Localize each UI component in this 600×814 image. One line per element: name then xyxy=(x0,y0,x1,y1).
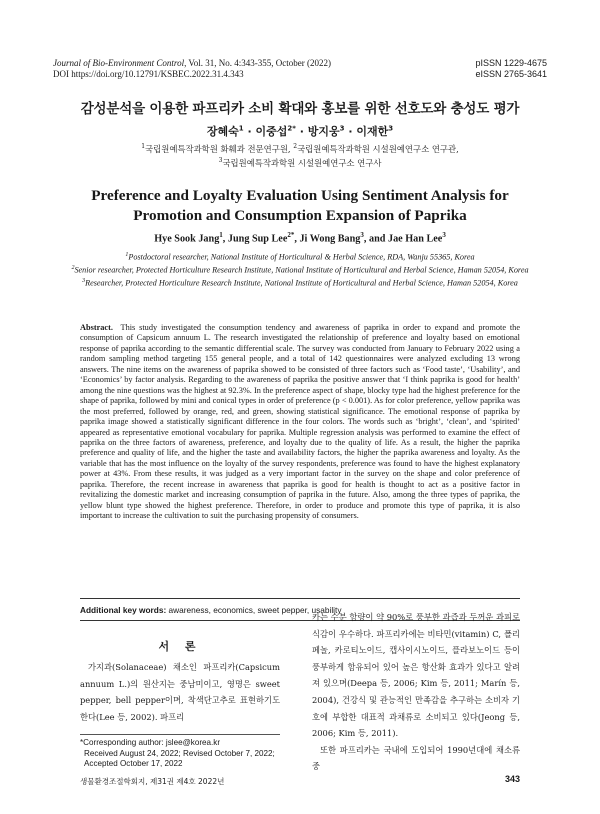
english-aff-1: Postdoctoral researcher, National Institute of Horticultural & Herbal Science, RDA, Wanju 55365, Korea xyxy=(128,252,475,262)
pissn: pISSN 1229-4675 xyxy=(475,58,547,68)
korean-affiliations xyxy=(0,141,600,169)
english-author: Jung Sup Lee xyxy=(227,233,288,245)
aff-sup: 1 xyxy=(141,143,146,150)
author-sep: · xyxy=(344,125,357,138)
korean-author: 이재한 xyxy=(356,125,389,138)
aff-sup: 3 xyxy=(82,278,86,285)
author-sup: 3 xyxy=(442,231,446,239)
author-sep: · xyxy=(243,125,256,138)
page-footer-journal: 생물환경조절학회지, 제31권 제4호 2022년 xyxy=(80,777,225,786)
english-title-line-2: Promotion and Consumption Expansion of Paprika xyxy=(133,207,467,224)
journal-name: Journal of Bio-Environment Control xyxy=(53,58,185,68)
korean-author: 장혜숙 xyxy=(206,125,239,138)
korean-authors xyxy=(0,123,600,139)
abstract xyxy=(80,323,520,522)
english-authors: Hye Sook Jang$^1$, Jung Sup Lee$^{2*}$, Ji Wong Bang$^3$, and Jae Han Lee$^3$ xyxy=(154,231,446,245)
corresponding-author: *Corresponding author: jslee@korea.kr xyxy=(80,738,221,747)
korean-aff-2: 국립원예특작과학원 시설원예연구소 연구관, xyxy=(297,143,459,154)
author-sup: 1 xyxy=(238,124,244,133)
author-sup: 3 xyxy=(360,231,364,239)
received-dates: Received August 24, 2022; Revised October 7, 2022; xyxy=(84,748,275,758)
author-sup: 2* xyxy=(287,231,295,239)
journal-volume-info: , Vol. 31, No. 4:343-355, October (2022) xyxy=(184,58,331,68)
english-title-line-1: Preference and Loyalty Evaluation Using Sentiment Analysis for xyxy=(91,187,509,204)
korean-aff-1: 국립원예특작과학원 화훼과 전문연구원, xyxy=(145,143,294,154)
english-aff-2: Senior researcher, Protected Horticulture Research Institute, National Institute of Horticultural and Herbal Science, Haman 52054, Korea xyxy=(74,265,529,275)
body-column-right xyxy=(312,609,520,775)
author-sup: 3 xyxy=(339,124,345,133)
aff-sup: 2 xyxy=(71,265,75,272)
footnote xyxy=(80,738,290,770)
abstract-divider-top xyxy=(80,598,520,599)
korean-author: 방지웅 xyxy=(307,125,340,138)
author-sep: · xyxy=(295,125,308,138)
aff-sup: 2 xyxy=(293,143,298,150)
keywords-text: awareness, economics, sweet pepper, usability xyxy=(166,605,342,615)
doi-link[interactable]: DOI https://doi.org/10.12791/KSBEC.2022.31.4.343 xyxy=(53,69,244,79)
section-heading: 서 론 xyxy=(158,640,202,653)
english-title xyxy=(0,186,600,226)
body-paragraph: 카는 수분 함량이 약 90%로 풍부한 과즙과 두꺼운 과피로 식감이 우수하다. 파프리카에는 비타민(vitamin) C, 폴리페놀, 카로티노이드, 캡사이시노이드, 플라보노이드 등이 풍부하게 함유되어 있어 높은 항산화 효과가 있다고 알려져 있으며(Deepa 등, 2006; Kim 등, 2011; Marín 등, 2004), 건강식 및 관능적인 만족감을 추구하는 소비자 기호에 부합한 대표적 과채류로 소비되고 있다(Jeong 등, 2006; Kim 등, 2011). xyxy=(312,612,520,739)
english-aff-3: Researcher, Protected Horticulture Research Institute, National Institute of Horticultural and Herbal Science, Haman 52054, Korea xyxy=(85,279,518,289)
keywords-label: Additional key words: xyxy=(80,605,167,615)
english-author: Ji Wong Bang xyxy=(299,233,361,245)
accepted-date: Accepted October 17, 2022 xyxy=(84,759,183,768)
korean-title: 감성분석을 이용한 파프리카 소비 확대와 홍보를 위한 선호도와 충성도 평가 xyxy=(80,101,520,117)
english-author: Jae Han Lee xyxy=(387,233,443,245)
author-sup: 1 xyxy=(219,231,223,239)
author-sup: 3 xyxy=(388,124,394,133)
korean-aff-3: 국립원예특작과학원 시설원예연구소 연구사 xyxy=(222,157,382,168)
english-affiliations xyxy=(70,250,530,289)
korean-author: 이중섭 xyxy=(255,125,288,138)
journal-citation xyxy=(53,58,331,80)
aff-sup: 1 xyxy=(125,252,129,258)
eissn: eISSN 2765-3641 xyxy=(475,69,547,79)
footnote-divider xyxy=(80,734,280,735)
abstract-text: This study investigated the consumption tendency and awareness of paprika in order to expand and promote the consumption of Capsicum annuum L. The research investigated the relationship of preference and loyalty based on emotional response of paprika according to the semantic differential scale. The survey was conducted from January to February 2022 using a random sampling method targeting 155 general people, and a total of 142 questionnaires were analyzed excluding 13 wrong answers. The nine items on the awareness of paprika showed to be consisted of three factors such as ‘Food taste’, ‘Usability’, and ‘Economics’ by factor analysis. Regarding to the awareness of paprika the positive answer that ‘I think paprika is good for health’ among the nine questions was the highest at 92.3%. In the preference aspect of shape, blocky type had the highest preference for the shape of paprika, followed by mini and conical types in order of preference (p < 0.001). As for color preference, yellow paprika was the most preferred, followed by orange, red, and green, showing statistical significance. The emotional response of paprika by paprika image showed a statistically significant difference in the four colors. The words such as ‘bright’, ‘clean’, and ‘spirited’ appeared as representative emotional vocabulary for paprika. Multiple regression analysis was performed to examine the effect of paprika on the three factors of awareness, preference, and loyalty due to the quality of life. As a result, the higher the paprika preference and quality of life, and the higher the taste and availability factors, the higher the paprika awareness and loyalty. As the variable that has the most influence on the loyalty of the survey respondents, preference was found to have the highest explanatory power at 43%. From these results, it was judged as a very important factor in the survey on the shape and color preference of paprika. Therefore, the recent increase in awareness that paprika is good for health is thought to act as a positive factor in revitalizing the domestic market and increasing consumption of paprika in the future. Also, among the three types of paprika, the yellow blunt type showed the highest preference. Therefore, in order to produce and promote this type of paprika, it is also important to increase the cultivation to suit the purchasing propensity of consumers. xyxy=(80,323,520,521)
page-number: 343 xyxy=(504,774,520,784)
body-paragraph: 또한 파프리카는 국내에 도입되어 1990년대에 채소류 중 xyxy=(312,744,520,772)
aff-sup: 3 xyxy=(218,156,223,164)
body-column-left: 가지과(Solanaceae) 채소인 파프리카(Capsicum annuum L.)의 원산지는 중남미이고, 영명은 sweet pepper, bell pepper이며, 착색단고추로 표현하기도 한다(Lee 등, 2002). 파프리 xyxy=(80,662,280,722)
abstract-label: Abstract. xyxy=(80,323,113,332)
issn-block xyxy=(475,58,547,80)
author-sup: 2* xyxy=(287,124,296,133)
english-author: Hye Sook Jang xyxy=(154,233,220,245)
